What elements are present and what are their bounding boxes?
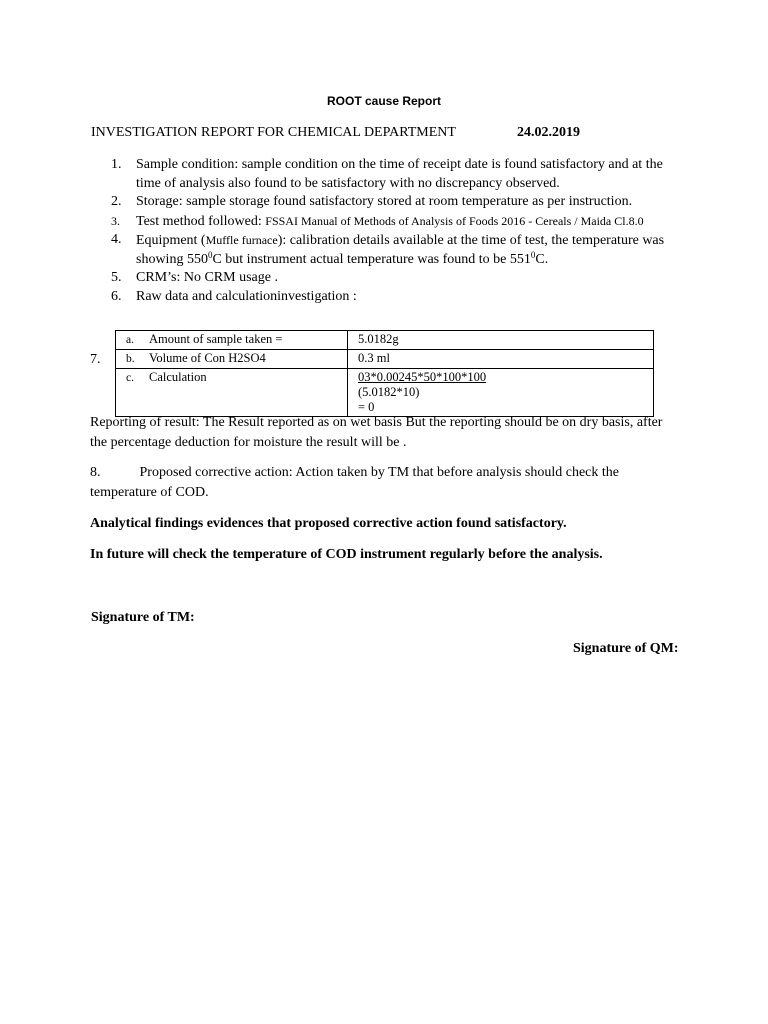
calculation-numerator: 03*0.00245*50*100*100 (358, 370, 487, 384)
list-item-label: Test method followed: (136, 213, 262, 229)
list-item-detail: FSSAI Manual of Methods of Analysis of Foods 2016 - Cereals / Maida Cl.8.0 (265, 213, 644, 228)
corrective-action-text: Proposed corrective action: Action taken by TM that before analysis should check the temperature of COD. (90, 465, 619, 500)
table-cell: 0.3 ml (348, 350, 654, 369)
row-index: b. (126, 353, 135, 365)
list-item (111, 231, 671, 269)
investigation-heading: INVESTIGATION REPORT FOR CHEMICAL DEPARTMENT (91, 125, 456, 140)
table-cell (116, 350, 348, 369)
list-item-number: 5. (111, 270, 122, 285)
signature-tm: Signature of TM: (91, 610, 195, 625)
table-row (116, 350, 654, 369)
table-cell: 5.0182g (348, 331, 654, 350)
list-item-number: 2. (111, 194, 122, 209)
calculation-denominator: (5.0182*10) (358, 385, 420, 399)
list-item-number: 3. (111, 213, 120, 228)
table-cell (348, 369, 654, 417)
list-item (111, 212, 671, 232)
list-item-label: Equipment ( (136, 233, 206, 248)
analytical-findings: Analytical findings evidences that proposed corrective action found satisfactory. (90, 516, 567, 531)
report-title: ROOT cause Report (326, 94, 442, 108)
list-item-text: ): calibration details available at the time of test, the temperature was showing 550 (136, 233, 665, 267)
future-action: In future will check the temperature of COD instrument regularly before the analysis. (90, 547, 603, 562)
row-index: a. (126, 334, 134, 346)
table-cell (116, 331, 348, 350)
superscript: 0 (207, 249, 213, 260)
list-item-text: Sample condition: sample condition on the time of receipt date is found satisfactory and at the time of analysis also found to be satisfactory with no discrepancy observed. (136, 157, 663, 191)
item-eight-number: 8. (90, 465, 101, 480)
list-item-text: C. (535, 251, 549, 267)
equipment-name: Muffle furnace (205, 233, 278, 247)
list-item-text: CRM’s: No CRM usage . (136, 270, 278, 285)
list-item-text: Storage: sample storage found satisfactory stored at room temperature as per instruction. (136, 194, 633, 209)
row-label: Amount of sample taken = (149, 332, 283, 346)
row-index: c. (126, 372, 134, 384)
row-label: Volume of Con H2SO4 (149, 351, 266, 365)
list-item (111, 269, 671, 288)
table-row (116, 331, 654, 350)
list-item (111, 193, 671, 212)
table-row (116, 369, 654, 417)
signature-qm: Signature of QM: (573, 641, 679, 656)
table-cell (116, 369, 348, 417)
item-seven-marker: 7. (90, 352, 101, 367)
list-item (111, 156, 671, 193)
reporting-paragraph: Reporting of result: The Result reported as on wet basis But the reporting should be on dry basis, after the percentage deduction for moisture the result will be . (90, 415, 663, 450)
list-item-number: 6. (111, 288, 122, 304)
list-item-text: C but instrument actual temperature was found to be 551 (212, 251, 531, 267)
corrective-action-paragraph (90, 463, 670, 502)
raw-data-table (115, 330, 654, 417)
report-date: 24.02.2019 (517, 125, 580, 140)
findings-list (111, 156, 671, 306)
list-item-number: 4. (111, 232, 122, 247)
list-item-text: Raw data and calculationinvestigation : (136, 288, 357, 304)
list-item (111, 288, 671, 307)
list-item-number: 1. (111, 157, 122, 172)
row-label: Calculation (149, 370, 207, 384)
superscript: 0 (530, 249, 536, 260)
calculation-result: = 0 (358, 400, 375, 414)
